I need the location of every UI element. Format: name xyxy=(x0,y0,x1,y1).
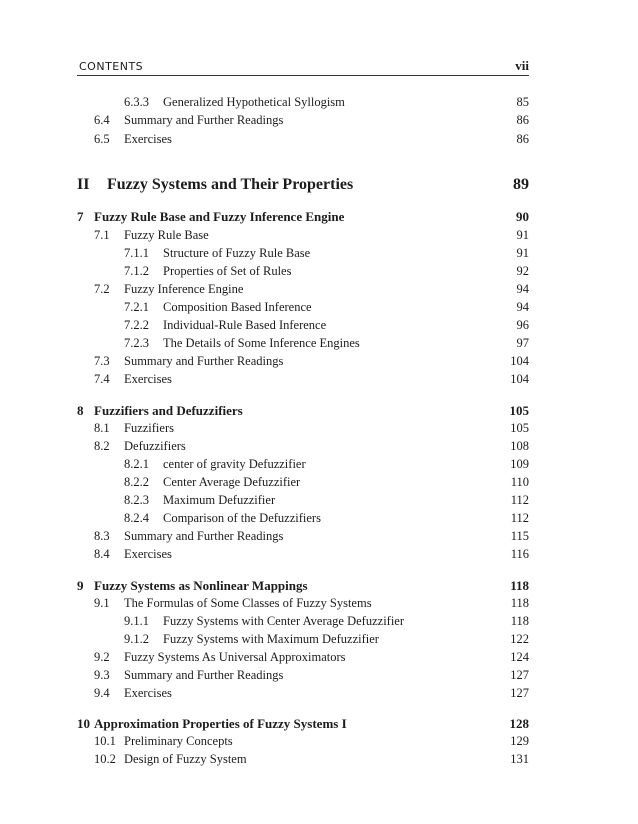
entry-title: Summary and Further Readings xyxy=(124,113,284,127)
entry-page: 91 xyxy=(516,246,529,260)
entry-title: Comparison of the Defuzzifiers xyxy=(163,511,321,525)
entry-title: Exercises xyxy=(124,547,172,561)
entry-title: Fuzzy Systems with Center Average Defuzzifier xyxy=(163,614,405,628)
entry-page: 112 xyxy=(510,493,529,507)
entry-number: 10.2 xyxy=(94,752,116,766)
entry-title: Exercises xyxy=(124,686,172,700)
entry-title: center of gravity Defuzzifier xyxy=(163,457,306,471)
entry-page: 112 xyxy=(510,511,529,525)
entry-page: 127 xyxy=(510,686,529,700)
entry-page: 91 xyxy=(516,228,529,242)
entry-title: Generalized Hypothetical Syllogism xyxy=(163,95,345,109)
entry-number: 8.3 xyxy=(94,529,110,543)
entry-title: Design of Fuzzy System xyxy=(124,752,247,766)
entry-page: 124 xyxy=(510,650,529,664)
entry-number: 9.1.2 xyxy=(124,632,149,646)
entry-title: Fuzzy Systems with Maximum Defuzzifier xyxy=(163,632,379,646)
entry-page: 97 xyxy=(516,336,529,350)
entry-page: 104 xyxy=(510,372,529,386)
chapter-title: Fuzzifiers and Defuzzifiers xyxy=(94,403,243,418)
running-header xyxy=(77,58,529,76)
part-page: 89 xyxy=(513,176,529,193)
chapter-page: 105 xyxy=(509,403,529,418)
entry-number: 7.1.1 xyxy=(124,246,149,260)
entry-title: Fuzzifiers xyxy=(124,421,174,435)
entry-number: 7.2 xyxy=(94,282,110,296)
entry-page: 94 xyxy=(516,300,529,314)
entry-title: Fuzzy Rule Base xyxy=(124,228,209,242)
entry-title: Fuzzy Systems As Universal Approximators xyxy=(124,650,346,664)
entry-title: Summary and Further Readings xyxy=(124,529,284,543)
entry-number: 7.3 xyxy=(94,354,110,368)
entry-page: 131 xyxy=(510,752,529,766)
part-number: II xyxy=(77,176,90,193)
entry-number: 6.4 xyxy=(94,113,110,127)
entry-number: 7.2.3 xyxy=(124,336,149,350)
chapter-page: 128 xyxy=(509,716,529,731)
entry-page: 116 xyxy=(510,547,529,561)
entry-page: 104 xyxy=(510,354,529,368)
entry-number: 8.1 xyxy=(94,421,110,435)
entry-page: 94 xyxy=(516,282,529,296)
entry-title: Individual-Rule Based Inference xyxy=(163,318,327,332)
entry-number: 9.1 xyxy=(94,596,110,610)
entry-title: Defuzzifiers xyxy=(124,439,186,453)
entry-title: Summary and Further Readings xyxy=(124,668,284,682)
entry-title: Fuzzy Inference Engine xyxy=(124,282,244,296)
entry-number: 8.2.2 xyxy=(124,475,149,489)
entry-number: 10.1 xyxy=(94,734,116,748)
chapter-number: 9 xyxy=(77,578,84,593)
entry-number: 8.4 xyxy=(94,547,110,561)
entry-title: Exercises xyxy=(124,132,172,146)
entry-number: 8.2 xyxy=(94,439,110,453)
entry-title: Summary and Further Readings xyxy=(124,354,284,368)
entry-page: 109 xyxy=(510,457,529,471)
entry-number: 7.1.2 xyxy=(124,264,149,278)
entry-number: 7.1 xyxy=(94,228,110,242)
entry-title: Preliminary Concepts xyxy=(124,734,233,748)
entry-page: 129 xyxy=(510,734,529,748)
entry-number: 8.2.3 xyxy=(124,493,149,507)
entry-page: 86 xyxy=(516,132,529,146)
entry-page: 110 xyxy=(510,475,529,489)
chapter-number: 7 xyxy=(77,209,84,224)
header-rule xyxy=(77,75,529,76)
entry-number: 8.2.4 xyxy=(124,511,149,525)
entry-page: 96 xyxy=(516,318,529,332)
entry-page: 115 xyxy=(510,529,529,543)
entry-page: 108 xyxy=(510,439,529,453)
entry-number: 9.4 xyxy=(94,686,110,700)
chapter-title: Approximation Properties of Fuzzy Systems I xyxy=(94,716,347,731)
entry-number: 7.2.2 xyxy=(124,318,149,332)
entry-page: 86 xyxy=(516,113,529,127)
entry-number: 7.4 xyxy=(94,372,110,386)
header-contents-label: CONTENTS xyxy=(79,60,144,73)
entry-number: 7.2.1 xyxy=(124,300,149,314)
entry-page: 105 xyxy=(510,421,529,435)
entry-number: 8.2.1 xyxy=(124,457,149,471)
entry-title: The Formulas of Some Classes of Fuzzy Systems xyxy=(124,596,372,610)
chapter-page: 118 xyxy=(510,578,529,593)
entry-page: 118 xyxy=(510,614,529,628)
entry-page: 92 xyxy=(516,264,529,278)
header-page-number: vii xyxy=(515,58,529,73)
entry-title: Exercises xyxy=(124,372,172,386)
chapter-number: 8 xyxy=(77,403,84,418)
part-title: Fuzzy Systems and Their Properties xyxy=(107,176,354,193)
entry-page: 127 xyxy=(510,668,529,682)
entry-page: 85 xyxy=(516,95,529,109)
entry-number: 6.5 xyxy=(94,132,110,146)
entry-number: 9.3 xyxy=(94,668,110,682)
entry-page: 118 xyxy=(510,596,529,610)
entry-title: Center Average Defuzzifier xyxy=(163,475,301,489)
entry-number: 9.2 xyxy=(94,650,110,664)
chapter-title: Fuzzy Systems as Nonlinear Mappings xyxy=(94,578,308,593)
entry-number: 9.1.1 xyxy=(124,614,149,628)
entry-title: The Details of Some Inference Engines xyxy=(163,336,360,350)
entry-title: Maximum Defuzzifier xyxy=(163,493,276,507)
entry-title: Structure of Fuzzy Rule Base xyxy=(163,246,311,260)
entry-page: 122 xyxy=(510,632,529,646)
entry-title: Properties of Set of Rules xyxy=(163,264,292,278)
chapter-page: 90 xyxy=(516,209,529,224)
entry-number: 6.3.3 xyxy=(124,95,149,109)
chapter-title: Fuzzy Rule Base and Fuzzy Inference Engine xyxy=(94,209,345,224)
entry-title: Composition Based Inference xyxy=(163,300,312,314)
chapter-number: 10 xyxy=(77,716,90,731)
